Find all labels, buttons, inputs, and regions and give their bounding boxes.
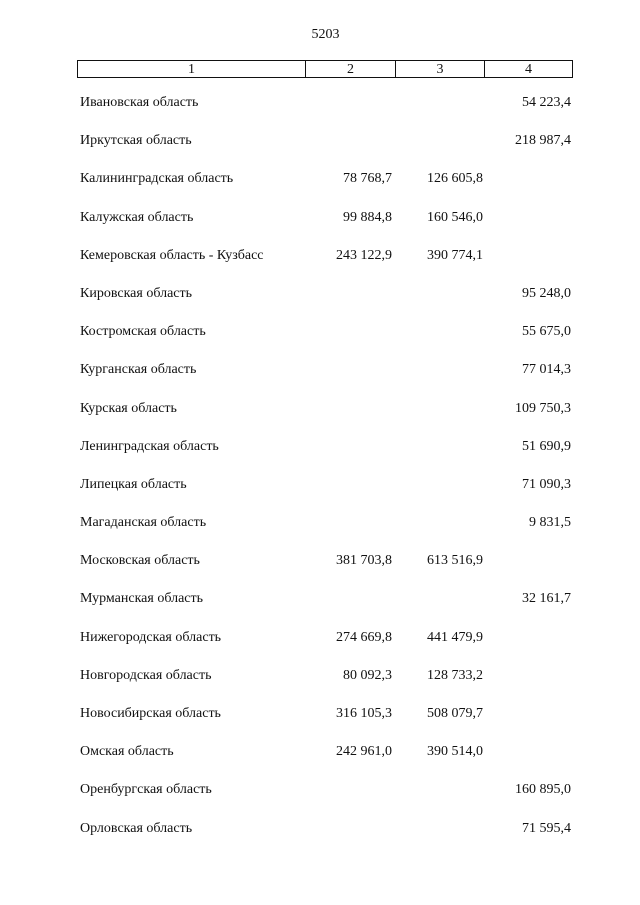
column-2-value: 316 105,3: [336, 706, 392, 721]
table-row: [0, 208, 640, 246]
column-4-value: 160 895,0: [515, 782, 571, 798]
table-row: [0, 246, 640, 284]
table-row: [0, 704, 640, 742]
table-row: [0, 322, 640, 360]
column-2-value: 80 092,3: [343, 667, 392, 683]
table-row: [0, 284, 640, 322]
column-2-value: 243 122,9: [336, 247, 392, 263]
column-2-value: 78 768,7: [343, 171, 392, 187]
region-name: Московская область: [80, 553, 200, 569]
column-header-4: 4: [525, 62, 532, 77]
column-3-value: 126 605,8: [427, 171, 483, 187]
column-3-value: 441 479,9: [427, 629, 483, 645]
table-row: [0, 399, 640, 437]
column-4-value: 71 595,4: [522, 820, 571, 836]
table-row: [0, 666, 640, 704]
table-row: [0, 628, 640, 666]
region-name: Кемеровская область - Кузбасс: [80, 247, 264, 263]
region-name: Новгородская область: [80, 667, 212, 683]
table-row: [0, 437, 640, 475]
region-name: Костромская область: [80, 324, 206, 340]
region-name: Калужская область: [80, 209, 194, 225]
region-name: Кировская область: [80, 285, 193, 301]
table-row: [0, 93, 640, 131]
table-row: [0, 819, 640, 857]
column-3-value: 508 079,7: [427, 706, 483, 721]
column-header-1: 1: [78, 61, 306, 77]
column-header-row: [77, 60, 573, 78]
table-row: [0, 780, 640, 818]
table-row: [0, 551, 640, 589]
region-name: Орловская область: [80, 820, 193, 836]
column-2-value: 99 884,8: [343, 209, 392, 225]
column-header-2: 2: [306, 61, 396, 77]
column-2-value: 381 703,8: [336, 553, 392, 569]
column-4-value: 71 090,3: [522, 476, 571, 492]
region-name: Магаданская область: [80, 515, 207, 531]
region-name: Липецкая область: [80, 476, 187, 492]
table-row: [0, 475, 640, 513]
region-name: Омская область: [80, 744, 174, 760]
region-name: Иркутская область: [80, 133, 192, 149]
region-name: Оренбургская область: [80, 782, 212, 798]
column-2-value: 274 669,8: [336, 629, 392, 645]
table-body: [0, 93, 640, 857]
table-row: [0, 131, 640, 169]
region-name: Курганская область: [80, 362, 197, 378]
region-name: Нижегородская область: [80, 629, 222, 645]
column-4-value: 51 690,9: [522, 438, 571, 454]
page-number: 5203: [311, 27, 340, 42]
column-4-value: 218 987,4: [515, 133, 571, 149]
column-4-value: 95 248,0: [522, 285, 571, 301]
column-3-value: 390 774,1: [427, 247, 483, 263]
region-name: Мурманская область: [80, 591, 204, 607]
column-4-value: 54 223,4: [522, 95, 571, 110]
table-row: [0, 360, 640, 398]
column-3-value: 390 514,0: [427, 744, 483, 760]
column-header-3: 3: [396, 61, 485, 77]
region-name: Новосибирская область: [80, 706, 221, 721]
column-4-value: 9 831,5: [529, 515, 571, 531]
region-name: Ивановская область: [80, 95, 199, 110]
column-4-value: 109 750,3: [515, 400, 571, 416]
column-3-value: 128 733,2: [427, 667, 483, 683]
region-name: Ленинградская область: [80, 438, 219, 454]
table-row: [0, 513, 640, 551]
region-name: Курская область: [80, 400, 177, 416]
region-name: Калининградская область: [80, 171, 234, 187]
table-row: [0, 169, 640, 207]
column-4-value: 55 675,0: [522, 324, 571, 340]
column-4-value: 32 161,7: [522, 591, 571, 607]
column-4-value: 77 014,3: [522, 362, 571, 378]
column-3-value: 160 546,0: [427, 209, 483, 225]
table-row: [0, 589, 640, 627]
table-row: [0, 742, 640, 780]
column-2-value: 242 961,0: [336, 744, 392, 760]
column-3-value: 613 516,9: [427, 553, 483, 569]
